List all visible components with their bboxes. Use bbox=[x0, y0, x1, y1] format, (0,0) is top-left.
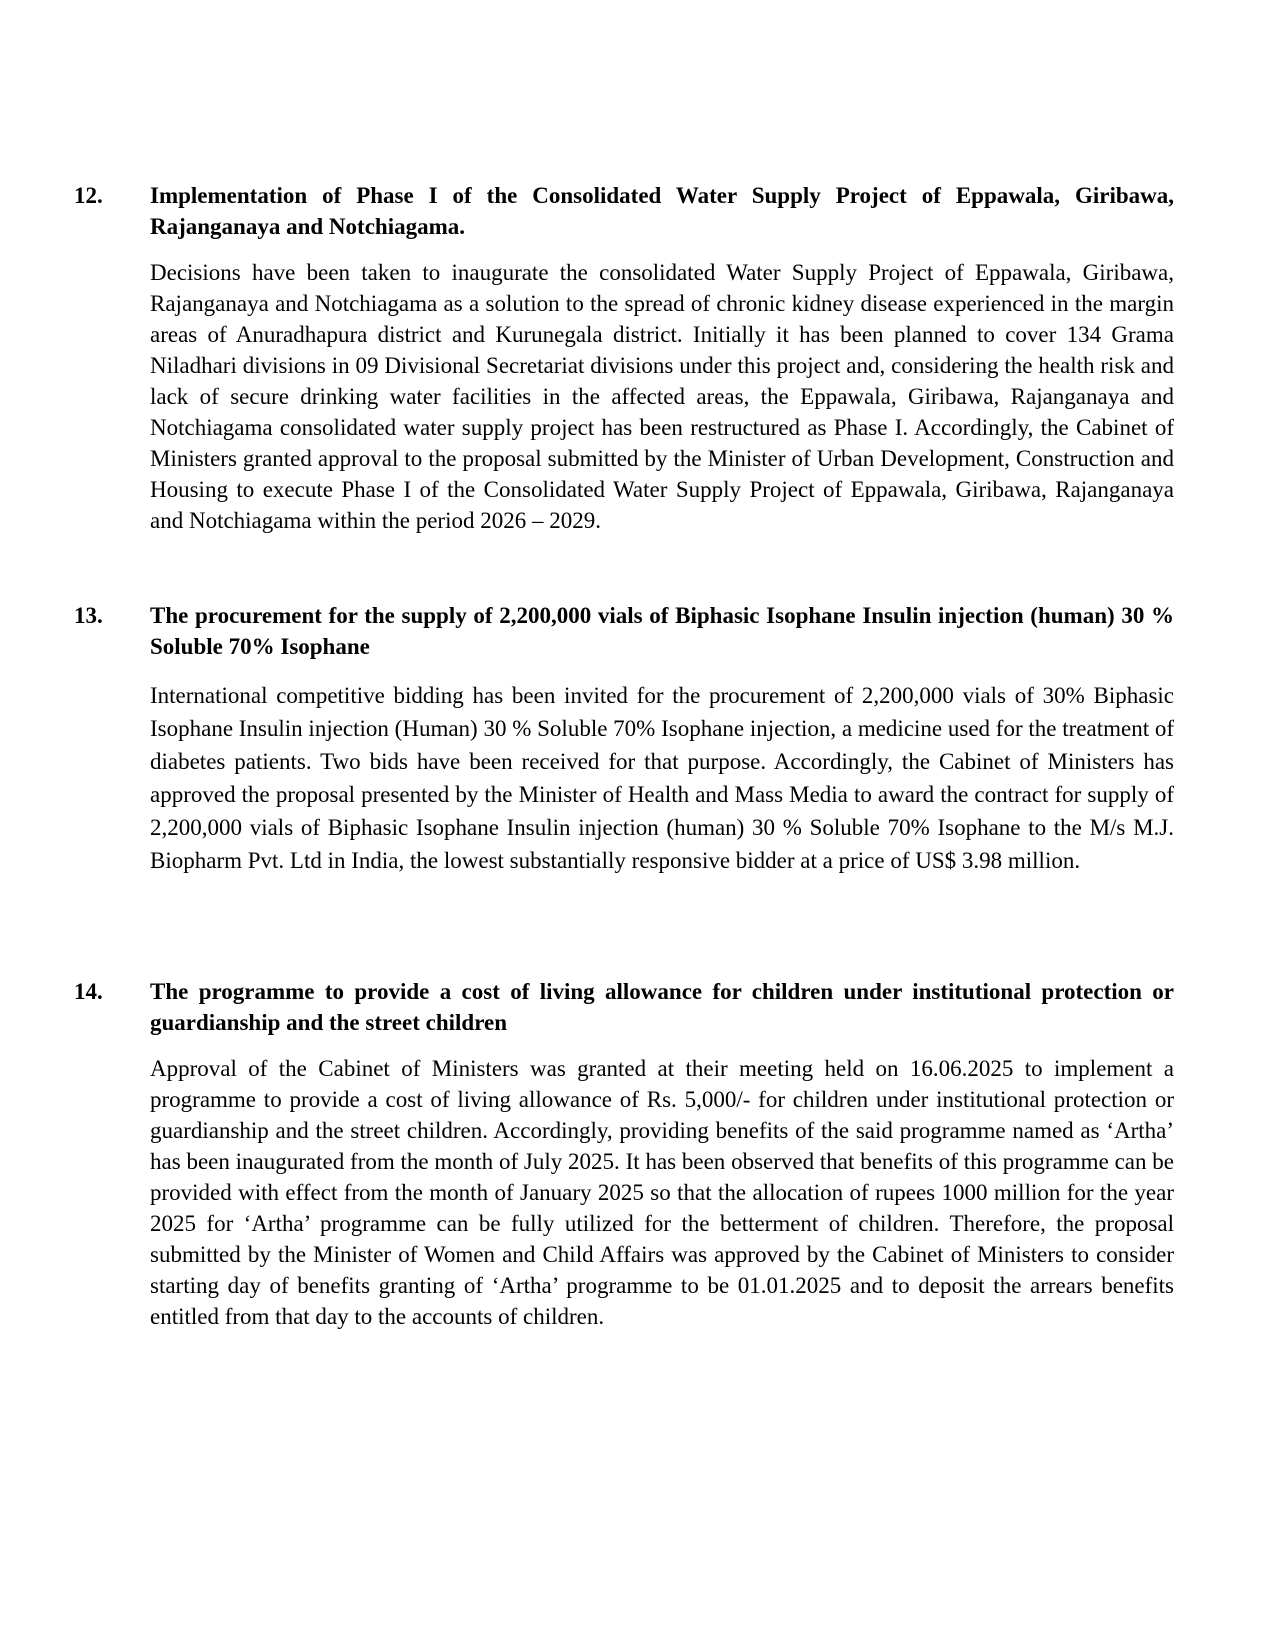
decision-item-13 bbox=[74, 600, 1174, 877]
item-body: International competitive bidding has been invited for the procurement of 2,200,000 vials of 30% Biphasic Isophane Insulin injection (Human) 30 % Soluble 70% Isophane injection, a medicine used for the treatment of diabetes patients. Two bids have been received for that purpose. Accordingly, the Cabinet of Ministers has approved the proposal presented by the Minister of Health and Mass Media to award the contract for supply of 2,200,000 vials of Biphasic Isophane Insulin injection (human) 30 % Soluble 70% Isophane to the M/s M.J. Biopharm Pvt. Ltd in India, the lowest substantially responsive bidder at a price of US$ 3.98 million. bbox=[150, 683, 1174, 873]
item-number: 14. bbox=[74, 979, 103, 1004]
item-number: 12. bbox=[74, 183, 103, 208]
item-body: Approval of the Cabinet of Ministers was granted at their meeting held on 16.06.2025 to implement a programme to provide a cost of living allowance of Rs. 5,000/- for children under institutional protection or guardianship and the street children. Accordingly, providing benefits of the said programme named as ‘Artha’ has been inaugurated from the month of July 2025. It has been observed that benefits of this programme can be provided with effect from the month of January 2025 so that the allocation of rupees 1000 million for the year 2025 for ‘Artha’ programme can be fully utilized for the betterment of children. Therefore, the proposal submitted by the Minister of Women and Child Affairs was approved by the Cabinet of Ministers to consider starting day of benefits granting of ‘Artha’ programme to be 01.01.2025 and to deposit the arrears benefits entitled from that day to the accounts of children. bbox=[150, 1056, 1174, 1329]
item-number: 13. bbox=[74, 603, 103, 628]
item-heading: The programme to provide a cost of living allowance for children under institutional protection or guardianship and the street children bbox=[150, 979, 1174, 1035]
item-heading: Implementation of Phase I of the Consolidated Water Supply Project of Eppawala, Giribawa, Rajanganaya and Notchiagama. bbox=[150, 183, 1174, 239]
item-body: Decisions have been taken to inaugurate the consolidated Water Supply Project of Eppawala, Giribawa, Rajanganaya and Notchiagama as a solution to the spread of chronic kidney disease experienced in the margin areas of Anuradhapura district and Kurunegala district. Initially it has been planned to cover 134 Grama Niladhari divisions in 09 Divisional Secretariat divisions under this project and, considering the health risk and lack of secure drinking water facilities in the affected areas, the Eppawala, Giribawa, Rajanganaya and Notchiagama consolidated water supply project has been restructured as Phase I. Accordingly, the Cabinet of Ministers granted approval to the proposal submitted by the Minister of Urban Development, Construction and Housing to execute Phase I of the Consolidated Water Supply Project of Eppawala, Giribawa, Rajanganaya and Notchiagama within the period 2026 – 2029. bbox=[150, 260, 1174, 533]
item-heading: The procurement for the supply of 2,200,000 vials of Biphasic Isophane Insulin injection (human) 30 % Soluble 70% Isophane bbox=[150, 603, 1174, 659]
decision-item-12 bbox=[74, 180, 1174, 536]
decision-item-14 bbox=[74, 976, 1174, 1332]
